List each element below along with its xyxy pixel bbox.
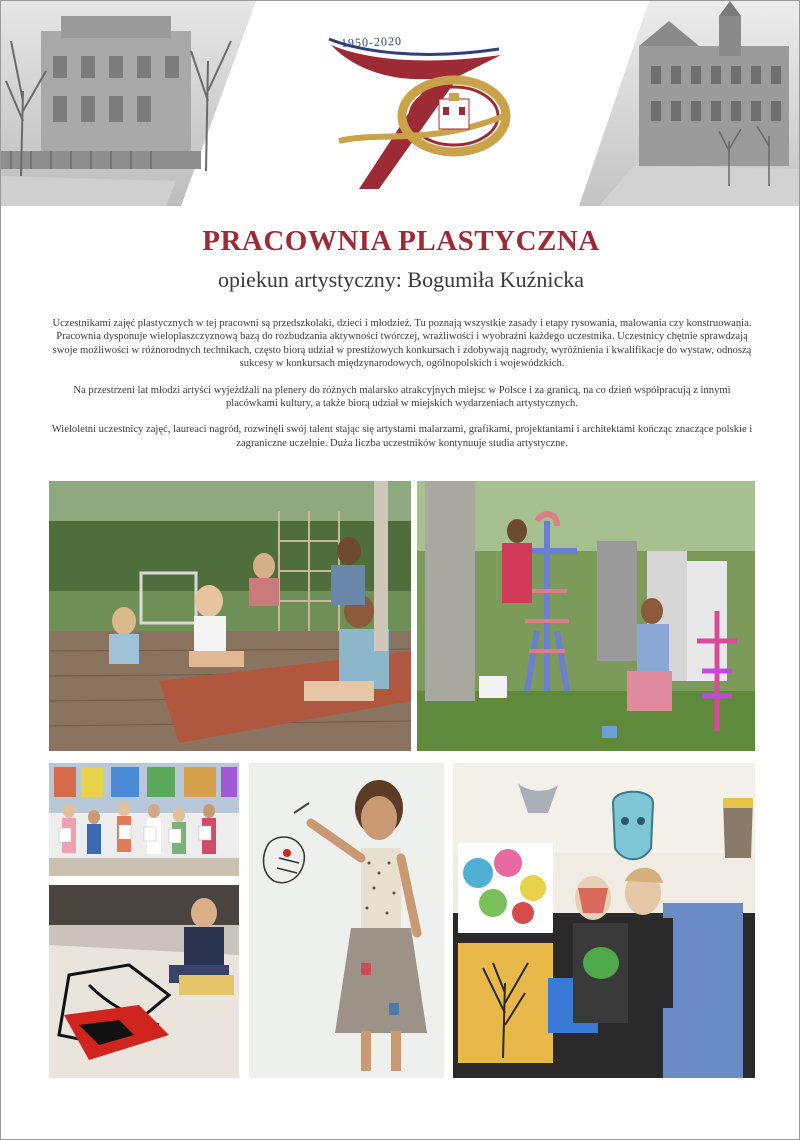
photo-children-exhibition — [49, 763, 239, 876]
page-title: PRACOWNIA PLASTYCZNA — [202, 225, 600, 257]
paragraph: Wieloletni uczestnicy zajęć, laureaci nagród, rozwinęli swój talent stając się artystami malarzami, grafikami, projektantami i architektami kończąc znaczące polskie i zagraniczne uczelnie. Duża liczba uczestników kontynuuje studia artystyczne. — [51, 424, 753, 449]
paragraph: Na przestrzeni lat młodzi artyści wyjeżdżali na plenery do różnych malarsko atrakcyjnych miejsc w Polsce i za granicą, na co dzień współpracują z innymi placówkami kultury, a także biorą udział w miejskich wydarzeniach artystycznych. — [73, 384, 731, 410]
photo-boy-painting-floor — [49, 885, 239, 1078]
description-text — [49, 317, 755, 463]
photo-girl-holding-drawing — [249, 763, 444, 1078]
historic-building-photo-left — [1, 1, 256, 206]
logo-years: 1950-2020 — [340, 33, 403, 51]
page-subtitle: opiekun artystyczny: Bogumiła Kuźnicka — [218, 267, 584, 292]
photo-outdoor-sketching — [49, 481, 411, 751]
historic-building-photo-right — [579, 1, 800, 206]
anniversary-logo — [319, 21, 514, 191]
photo-painted-figures — [417, 481, 755, 751]
header-band — [1, 1, 800, 206]
photo-studio-paintings-masks — [453, 763, 755, 1078]
paragraph: Uczestnikami zajęć plastycznych w tej pracowni są przedszkolaki, dzieci i młodzież. Tu poznają wszystkie zasady i etapy rysowania, malowania czy konstruowania. Pracownia dysponuje wieloplaszczyznową bazą do rozbudzania aktywności twórczej, wrażliwości i wyobraźni każdego uczestnika. Uczestnicy chętnie sprawdzają swoje możliwości w różnorodnych technikach, często biorą udział w prestiżowych konkursach i zdobywają nagrody, wyróżnienia i kwalifikacje do wystaw, odnoszą sukcesy w konkursach międzynarodowych, ogólnopolskich i wojewódzkich. — [52, 318, 752, 370]
